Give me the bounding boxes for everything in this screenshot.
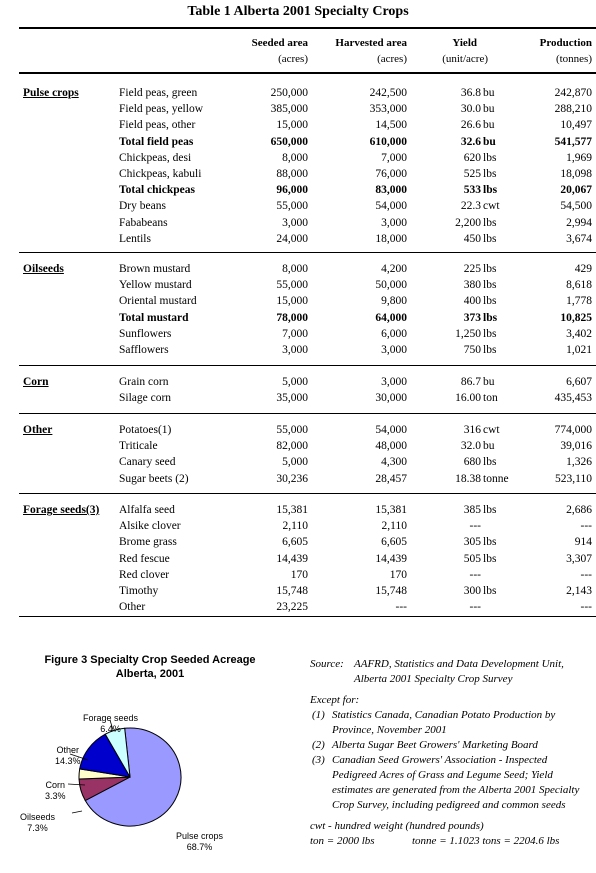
yield-cell: 316 bbox=[463, 424, 481, 436]
seeded-area-cell: 8,000 bbox=[282, 151, 308, 164]
yield-unit-cell: tonne bbox=[483, 472, 509, 485]
production-cell: 774,000 bbox=[554, 424, 592, 436]
production-cell: --- bbox=[580, 601, 592, 614]
forage-seeds-pct: 6.4% bbox=[100, 724, 121, 734]
seeded-area-cell: 35,000 bbox=[276, 392, 308, 405]
seeded-area-cell: 5,000 bbox=[282, 376, 308, 388]
harvested-area-cell: 6,000 bbox=[381, 327, 407, 340]
crop-name: Red fescue bbox=[119, 552, 170, 565]
yield-cell: 680 bbox=[463, 456, 481, 469]
table-row bbox=[0, 583, 596, 599]
production-cell: 10,825 bbox=[560, 311, 592, 324]
seeded-area-cell: 15,000 bbox=[276, 119, 308, 132]
production-cell: 914 bbox=[574, 536, 592, 549]
seeded-area-cell: 15,000 bbox=[276, 295, 308, 308]
tonne-definition: tonne = 1.1023 tons = 2204.6 lbs bbox=[412, 835, 560, 847]
seeded-area-cell: 23,225 bbox=[276, 601, 308, 614]
figure-title-line1: Figure 3 Specialty Crop Seeded Acreage bbox=[44, 654, 256, 666]
yield-unit-cell: lbs bbox=[483, 263, 497, 275]
crop-name: Dry beans bbox=[119, 200, 166, 213]
crop-name: Timothy bbox=[119, 585, 159, 597]
table-row bbox=[0, 166, 596, 182]
pie-label-pulse-crops bbox=[176, 831, 223, 853]
table-row bbox=[0, 231, 596, 247]
seeded-area-cell: 7,000 bbox=[282, 327, 308, 340]
header-yield-unit: (unit/acre) bbox=[442, 53, 488, 65]
production-cell: 2,994 bbox=[566, 216, 592, 229]
yield-cell: 18.38 bbox=[455, 472, 481, 485]
table-row bbox=[0, 277, 596, 293]
table-row bbox=[0, 198, 596, 214]
harvested-area-cell: 170 bbox=[389, 568, 407, 581]
table-row bbox=[0, 454, 596, 470]
table-row bbox=[0, 518, 596, 534]
table-row bbox=[0, 261, 596, 277]
crop-name: Silage corn bbox=[119, 392, 172, 405]
harvested-area-cell: 4,200 bbox=[381, 263, 407, 275]
pie-label-corn bbox=[45, 780, 66, 802]
seeded-area-cell: 55,000 bbox=[276, 424, 308, 436]
source-line1: AAFRD, Statistics and Data Development Unit, bbox=[354, 658, 564, 670]
yield-unit-cell: lbs bbox=[483, 327, 497, 340]
bottom-rule bbox=[19, 616, 596, 617]
table-row bbox=[0, 134, 596, 150]
yield-unit-cell: ton bbox=[483, 392, 498, 405]
seeded-area-cell: 3,000 bbox=[282, 216, 308, 229]
yield-unit-cell: lbs bbox=[483, 168, 497, 180]
seeded-area-cell: 8,000 bbox=[282, 263, 308, 275]
seeded-area-cell: 55,000 bbox=[276, 279, 308, 292]
yield-cell: 305 bbox=[463, 536, 481, 549]
yield-cell: 1,250 bbox=[455, 327, 481, 340]
seeded-area-cell: 170 bbox=[290, 568, 308, 581]
production-cell: 523,110 bbox=[555, 472, 592, 485]
harvested-area-cell: 3,000 bbox=[381, 344, 407, 356]
table-row bbox=[0, 374, 596, 390]
note-item-3 bbox=[310, 753, 590, 813]
seeded-area-cell: 2,110 bbox=[282, 520, 308, 533]
harvested-area-cell: 48,000 bbox=[375, 440, 407, 453]
table-row bbox=[0, 342, 596, 358]
production-cell: 1,021 bbox=[566, 344, 592, 356]
yield-unit-cell: bu bbox=[483, 119, 495, 132]
category-label: Forage seeds(3) bbox=[23, 504, 100, 516]
crop-name: Grain corn bbox=[119, 376, 169, 388]
production-cell: 1,969 bbox=[566, 151, 592, 164]
yield-cell: 533 bbox=[463, 184, 481, 197]
harvested-area-cell: 610,000 bbox=[369, 135, 407, 148]
header-production: Production bbox=[539, 37, 592, 49]
table-row bbox=[0, 326, 596, 342]
category-label: Other bbox=[23, 424, 53, 436]
category-label: Pulse crops bbox=[23, 87, 79, 99]
category-label: Oilseeds bbox=[23, 263, 64, 275]
yield-unit-cell: lbs bbox=[483, 184, 498, 197]
header-harvested-unit: (acres) bbox=[377, 53, 407, 65]
seeded-area-cell: 650,000 bbox=[270, 135, 308, 148]
yield-cell: 36.8 bbox=[460, 87, 481, 99]
seeded-area-cell: 55,000 bbox=[276, 200, 308, 213]
production-cell: 3,674 bbox=[566, 232, 592, 245]
seeded-area-cell: 96,000 bbox=[276, 184, 308, 197]
crop-name: Yellow mustard bbox=[119, 279, 192, 292]
production-cell: 54,500 bbox=[560, 200, 592, 213]
figure-title bbox=[0, 653, 300, 681]
table-row bbox=[0, 471, 596, 487]
yield-cell: 26.6 bbox=[460, 119, 481, 132]
table-row bbox=[0, 215, 596, 231]
pulse-crops-pct: 68.7% bbox=[186, 842, 213, 852]
crop-name: Chickpeas, desi bbox=[119, 151, 192, 164]
note-text-3: Canadian Seed Growers' Association - Inspected Pedigreed Acres of Grass and Legume Seed; Yield estimates are generated from the Alberta 2001 Specialty Crop Survey, including pedigreed and common seeds bbox=[332, 754, 580, 811]
table-row bbox=[0, 599, 596, 615]
yield-cell: 525 bbox=[463, 168, 481, 180]
seeded-area-cell: 250,000 bbox=[270, 87, 308, 99]
harvested-area-cell: 18,000 bbox=[375, 232, 407, 245]
production-cell: 3,307 bbox=[566, 552, 592, 565]
pie-label-other bbox=[55, 745, 81, 767]
production-cell: 10,497 bbox=[560, 119, 592, 132]
table-row bbox=[0, 502, 596, 518]
corn-pct: 3.3% bbox=[45, 791, 66, 801]
yield-unit-cell: lbs bbox=[483, 216, 497, 229]
production-cell: 6,607 bbox=[566, 376, 592, 388]
production-cell: 18,098 bbox=[560, 168, 592, 180]
yield-unit-cell: lbs bbox=[483, 552, 497, 565]
crop-name: Field peas, other bbox=[119, 119, 196, 132]
crop-name: Field peas, green bbox=[119, 87, 198, 99]
seeded-area-cell: 6,605 bbox=[282, 536, 308, 549]
yield-unit-cell: lbs bbox=[483, 311, 498, 324]
seeded-area-cell: 14,439 bbox=[276, 552, 308, 565]
yield-unit-cell: lbs bbox=[483, 279, 497, 292]
yield-unit-cell: cwt bbox=[483, 200, 500, 213]
crop-name: Brome grass bbox=[119, 536, 177, 549]
table-row bbox=[0, 567, 596, 583]
crop-name: Lentils bbox=[119, 232, 151, 245]
header-production-unit: (tonnes) bbox=[555, 53, 592, 65]
yield-cell: 86.7 bbox=[460, 376, 481, 388]
table-row bbox=[0, 390, 596, 406]
crop-name: Triticale bbox=[119, 440, 158, 453]
category-label: Corn bbox=[23, 376, 49, 388]
note-num-3: (3) bbox=[312, 754, 325, 766]
production-cell: 39,016 bbox=[560, 440, 592, 453]
crop-name: Field peas, yellow bbox=[119, 103, 203, 116]
seeded-area-cell: 15,748 bbox=[276, 585, 308, 597]
production-cell: --- bbox=[580, 520, 592, 533]
production-cell: 8,618 bbox=[566, 279, 592, 292]
harvested-area-cell: 353,000 bbox=[369, 103, 407, 116]
yield-cell: 32.6 bbox=[460, 135, 481, 148]
header-rule bbox=[19, 72, 596, 74]
note-num-1: (1) bbox=[312, 709, 325, 721]
pie-label-forage-seeds bbox=[83, 713, 138, 735]
ton-definitions bbox=[310, 834, 590, 849]
harvested-area-cell: 14,500 bbox=[375, 119, 407, 132]
other-name: Other bbox=[56, 745, 80, 755]
header-yield: Yield bbox=[452, 37, 477, 49]
yield-cell: 380 bbox=[463, 279, 481, 292]
table-row bbox=[0, 534, 596, 550]
group-separator bbox=[19, 252, 596, 253]
production-cell: 435,453 bbox=[554, 392, 592, 405]
yield-cell: --- bbox=[469, 601, 481, 614]
yield-cell: 32.0 bbox=[460, 440, 481, 453]
yield-cell: 30.0 bbox=[460, 103, 481, 116]
harvested-area-cell: 54,000 bbox=[375, 200, 407, 213]
seeded-area-cell: 3,000 bbox=[282, 344, 308, 356]
table-title: Table 1 Alberta 2001 Specialty Crops bbox=[187, 4, 409, 19]
harvested-area-cell: 15,748 bbox=[375, 585, 407, 597]
yield-cell: 16.00 bbox=[455, 392, 481, 405]
source-block bbox=[310, 657, 590, 687]
production-cell: 541,577 bbox=[554, 135, 592, 148]
table-row bbox=[0, 551, 596, 567]
crop-name: Brown mustard bbox=[119, 263, 191, 275]
yield-cell: 620 bbox=[463, 151, 481, 164]
pie-leader-line bbox=[72, 811, 82, 813]
harvested-area-cell: 9,800 bbox=[381, 295, 407, 308]
note-text-1: Statistics Canada, Canadian Potato Production by Province, November 2001 bbox=[332, 709, 556, 736]
pie-label-oilseeds bbox=[20, 812, 55, 834]
production-cell: 1,778 bbox=[566, 295, 592, 308]
yield-unit-cell: bu bbox=[483, 376, 495, 388]
harvested-area-cell: 76,000 bbox=[375, 168, 407, 180]
table-row bbox=[0, 438, 596, 454]
table-row bbox=[0, 293, 596, 309]
yield-unit-cell: lbs bbox=[483, 295, 497, 308]
table-row bbox=[0, 182, 596, 198]
harvested-area-cell: 14,439 bbox=[375, 552, 407, 565]
harvested-area-cell: --- bbox=[395, 601, 407, 614]
crop-name: Alsike clover bbox=[119, 520, 181, 533]
figure-title-line2: Alberta, 2001 bbox=[115, 668, 185, 680]
crop-name: Total mustard bbox=[119, 311, 189, 324]
group-separator bbox=[19, 413, 596, 414]
cwt-definition: cwt - hundred weight (hundred pounds) bbox=[310, 820, 484, 832]
production-cell: --- bbox=[580, 568, 592, 581]
yield-unit-cell: cwt bbox=[483, 424, 500, 436]
harvested-area-cell: 54,000 bbox=[375, 424, 407, 436]
table-row bbox=[0, 150, 596, 166]
yield-cell: 2,200 bbox=[455, 216, 481, 229]
yield-unit-cell: lbs bbox=[483, 151, 497, 164]
crop-name: Alfalfa seed bbox=[119, 504, 175, 516]
production-cell: 2,143 bbox=[566, 585, 592, 597]
crop-name: Potatoes(1) bbox=[119, 424, 172, 436]
crop-name: Safflowers bbox=[119, 344, 169, 356]
harvested-area-cell: 3,000 bbox=[381, 376, 407, 388]
crop-name: Total field peas bbox=[119, 135, 194, 148]
note-text-2: Alberta Sugar Beet Growers' Marketing Board bbox=[332, 739, 538, 751]
yield-cell: 300 bbox=[463, 585, 481, 597]
other-pct: 14.3% bbox=[55, 756, 81, 766]
note-num-2: (2) bbox=[312, 739, 325, 751]
production-cell: 20,067 bbox=[560, 184, 592, 197]
yield-unit-cell: lbs bbox=[483, 456, 497, 469]
seeded-area-cell: 15,381 bbox=[276, 504, 308, 516]
group-separator bbox=[19, 365, 596, 366]
yield-unit-cell: bu bbox=[483, 440, 495, 453]
yield-unit-cell: lbs bbox=[483, 585, 497, 597]
yield-cell: --- bbox=[469, 568, 481, 581]
yield-unit-cell: lbs bbox=[483, 504, 497, 516]
source-label: Source: bbox=[310, 658, 344, 670]
yield-cell: 450 bbox=[463, 232, 481, 245]
crop-name: Total chickpeas bbox=[119, 184, 195, 197]
note-item-1 bbox=[310, 708, 590, 738]
harvested-area-cell: 83,000 bbox=[375, 184, 407, 197]
yield-cell: 373 bbox=[463, 311, 481, 324]
production-cell: 242,870 bbox=[554, 87, 592, 99]
yield-unit-cell: bu bbox=[483, 87, 495, 99]
yield-unit-cell: bu bbox=[483, 103, 495, 116]
harvested-area-cell: 242,500 bbox=[369, 87, 407, 99]
yield-cell: 400 bbox=[463, 295, 481, 308]
yield-cell: 750 bbox=[463, 344, 481, 356]
harvested-area-cell: 6,605 bbox=[381, 536, 407, 549]
crop-name: Oriental mustard bbox=[119, 295, 197, 308]
yield-cell: --- bbox=[469, 520, 481, 533]
production-cell: 288,210 bbox=[554, 103, 592, 116]
yield-unit-cell: lbs bbox=[483, 232, 497, 245]
production-cell: 2,686 bbox=[566, 504, 592, 516]
yield-unit-cell: bu bbox=[483, 135, 496, 148]
harvested-area-cell: 64,000 bbox=[375, 311, 407, 324]
table-row bbox=[0, 101, 596, 117]
crop-name: Red clover bbox=[119, 568, 170, 581]
except-label: Except for: bbox=[310, 694, 360, 706]
seeded-area-cell: 88,000 bbox=[276, 168, 308, 180]
crop-name: Sugar beets (2) bbox=[119, 472, 189, 485]
yield-cell: 225 bbox=[463, 263, 481, 275]
crop-name: Other bbox=[119, 601, 146, 614]
seeded-area-cell: 30,236 bbox=[276, 472, 308, 485]
forage-seeds-name: Forage seeds bbox=[83, 713, 139, 723]
crop-name: Canary seed bbox=[119, 456, 176, 469]
yield-unit-cell: lbs bbox=[483, 536, 497, 549]
production-cell: 3,402 bbox=[566, 327, 592, 340]
header-seeded: Seeded area bbox=[251, 37, 308, 49]
production-cell: 429 bbox=[574, 263, 592, 275]
harvested-area-cell: 15,381 bbox=[375, 504, 407, 516]
oilseeds-pct: 7.3% bbox=[27, 823, 48, 833]
crop-name: Sunflowers bbox=[119, 327, 172, 340]
yield-cell: 22.3 bbox=[460, 200, 481, 213]
note-item-2 bbox=[310, 738, 590, 753]
seeded-area-cell: 78,000 bbox=[276, 311, 308, 324]
harvested-area-cell: 3,000 bbox=[381, 216, 407, 229]
table-row bbox=[0, 422, 596, 438]
harvested-area-cell: 2,110 bbox=[381, 520, 407, 533]
seeded-area-cell: 82,000 bbox=[276, 440, 308, 453]
header-harvested: Harvested area bbox=[335, 37, 407, 49]
crop-name: Chickpeas, kabuli bbox=[119, 168, 202, 180]
harvested-area-cell: 50,000 bbox=[375, 279, 407, 292]
production-cell: 1,326 bbox=[566, 456, 592, 469]
ton-definition: ton = 2000 lbs bbox=[310, 835, 375, 847]
table-row bbox=[0, 310, 596, 326]
harvested-area-cell: 28,457 bbox=[375, 472, 407, 485]
crop-name: Fababeans bbox=[119, 216, 168, 229]
header-seeded-unit: (acres) bbox=[278, 53, 308, 65]
corn-name: Corn bbox=[45, 780, 66, 790]
table-row bbox=[0, 85, 596, 101]
seeded-area-cell: 24,000 bbox=[276, 232, 308, 245]
yield-cell: 505 bbox=[463, 552, 481, 565]
harvested-area-cell: 7,000 bbox=[381, 151, 407, 164]
group-separator bbox=[19, 493, 596, 494]
seeded-area-cell: 385,000 bbox=[270, 103, 308, 116]
harvested-area-cell: 4,300 bbox=[381, 456, 407, 469]
top-rule bbox=[19, 27, 596, 29]
seeded-area-cell: 5,000 bbox=[282, 456, 308, 469]
source-line2: Alberta 2001 Specialty Crop Survey bbox=[354, 673, 513, 685]
notes bbox=[310, 657, 590, 849]
table-row bbox=[0, 117, 596, 133]
pulse-crops-name: Pulse crops bbox=[176, 831, 224, 841]
oilseeds-name: Oilseeds bbox=[20, 812, 56, 822]
harvested-area-cell: 30,000 bbox=[375, 392, 407, 405]
yield-unit-cell: lbs bbox=[483, 344, 497, 356]
yield-cell: 385 bbox=[463, 504, 481, 516]
